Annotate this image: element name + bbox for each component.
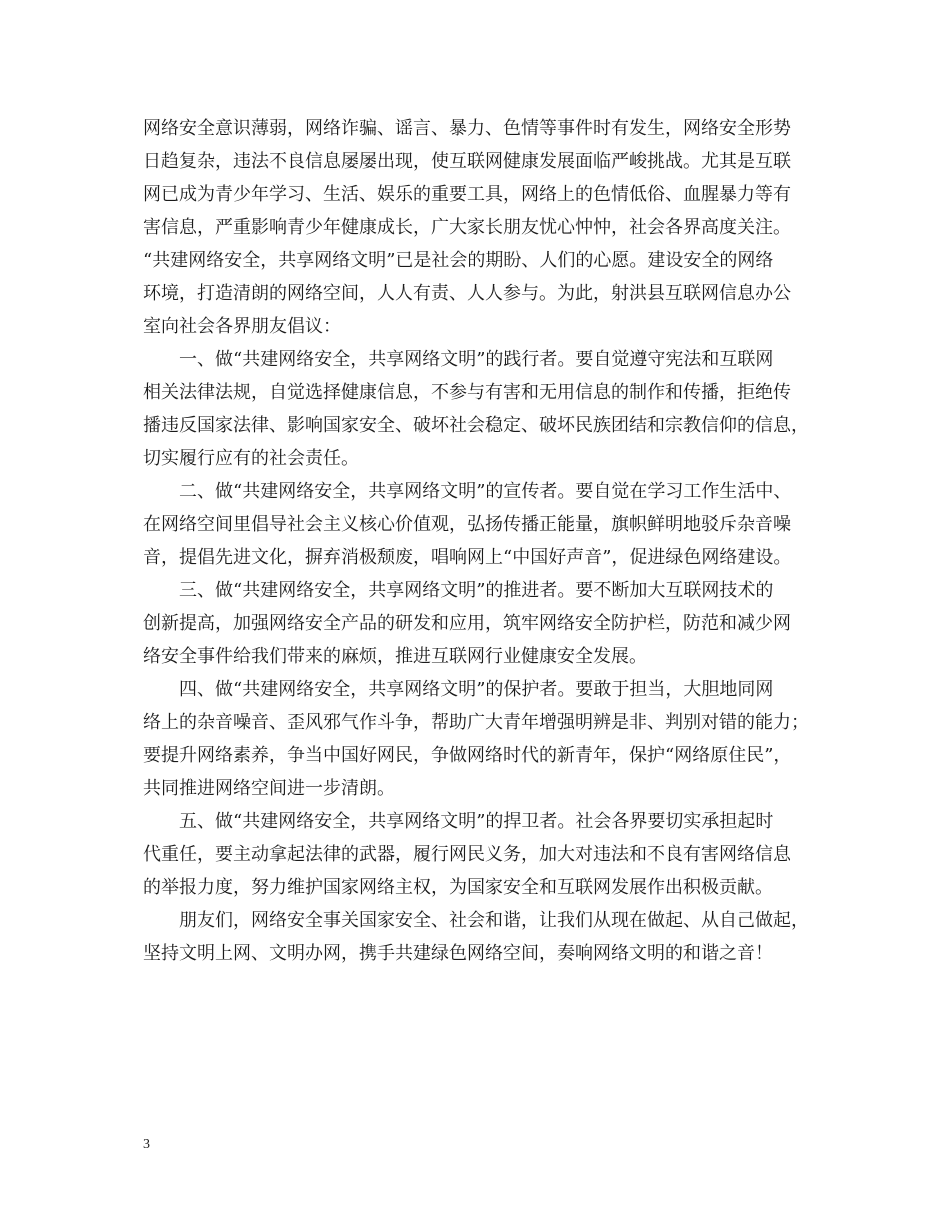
intro-paragraph (143, 112, 823, 343)
text-line: 络安全事件给我们带来的麻烦，推进互联网行业健康安全发展。 (143, 646, 647, 667)
paragraph-5 (143, 805, 823, 904)
text-line: 室向社会各界朋友倡议： (143, 316, 341, 337)
text-line: 的举报力度，努力维护国家网络主权，为国家安全和互联网发展作出积极贡献。 (143, 877, 773, 898)
text-line: 播违反国家法律、影响国家安全、破坏社会稳定、破坏民族团结和宗教信仰的信息， (143, 415, 809, 436)
document-body (143, 112, 823, 970)
text-line: 一、做“共建网络安全，共享网络文明”的践行者。要自觉遵守宪法和互联网 (179, 349, 774, 370)
text-line: 创新提高，加强网络安全产品的研发和应用，筑牢网络安全防护栏，防范和减少网 (143, 613, 791, 634)
text-line: 共同推进网络空间进一步清朗。 (143, 778, 395, 799)
text-line: 四、做“共建网络安全，共享网络文明”的保护者。要敢于担当，大胆地同网 (179, 679, 774, 700)
text-line: 朋友们，网络安全事关国家安全、社会和谐，让我们从现在做起、从自己做起， (179, 910, 809, 931)
text-line: 五、做“共建网络安全，共享网络文明”的捍卫者。社会各界要切实承担起时 (179, 811, 774, 832)
text-line: 在网络空间里倡导社会主义核心价值观，弘扬传播正能量，旗帜鲜明地驳斥杂音噪 (143, 514, 791, 535)
text-line: 要提升网络素养，争当中国好网民，争做网络时代的新青年，保护“网络原住民”， (143, 745, 792, 766)
text-line: 切实履行应有的社会责任。 (143, 448, 359, 469)
paragraph-6 (143, 904, 823, 970)
paragraph-2 (143, 475, 823, 574)
page-number: 3 (143, 1137, 150, 1152)
text-line: 代重任，要主动拿起法律的武器，履行网民义务，加大对违法和不良有害网络信息 (143, 844, 791, 865)
paragraph-3 (143, 574, 823, 673)
text-line: 相关法律法规，自觉选择健康信息，不参与有害和无用信息的制作和传播，拒绝传 (143, 382, 791, 403)
paragraph-1 (143, 343, 823, 475)
text-line: 网已成为青少年学习、生活、娱乐的重要工具，网络上的色情低俗、血腥暴力等有 (143, 184, 791, 205)
text-line: 网络安全意识薄弱，网络诈骗、谣言、暴力、色情等事件时有发生，网络安全形势 (143, 118, 791, 139)
text-line: “共建网络安全，共享网络文明”已是社会的期盼、人们的心愿。建设安全的网络 (143, 250, 774, 271)
text-line: 环境，打造清朗的网络空间，人人有责、人人参与。为此，射洪县互联网信息办公 (143, 283, 791, 304)
paragraph-4 (143, 673, 823, 805)
text-line: 日趋复杂，违法不良信息屡屡出现，使互联网健康发展面临严峻挑战。尤其是互联 (143, 151, 791, 172)
text-line: 害信息，严重影响青少年健康成长，广大家长朋友忧心忡忡，社会各界高度关注。 (143, 217, 791, 238)
text-line: 坚持文明上网、文明办网，携手共建绿色网络空间，奏响网络文明的和谐之音！ (143, 943, 773, 964)
text-line: 三、做“共建网络安全，共享网络文明”的推进者。要不断加大互联网技术的 (179, 580, 774, 601)
text-line: 二、做“共建网络安全，共享网络文明”的宣传者。要自觉在学习工作生活中、 (179, 481, 792, 502)
text-line: 音，提倡先进文化，摒弃消极颓废，唱响网上“中国好声音”，促进绿色网络建设。 (143, 547, 792, 568)
text-line: 络上的杂音噪音、歪风邪气作斗争，帮助广大青年增强明辨是非、判别对错的能力； (143, 712, 809, 733)
